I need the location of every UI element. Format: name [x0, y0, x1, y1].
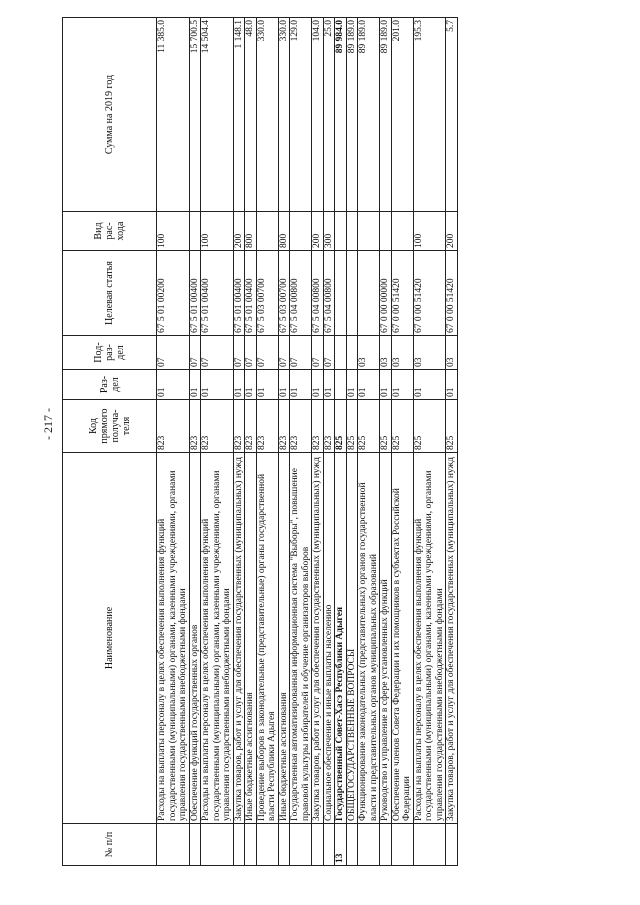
cell-amount: 330.0 [256, 18, 278, 212]
cell-section: 01 [278, 370, 290, 400]
cell-name: Государственная автоматизированная информационная система "Выборы", повышение правовой культуры избирателей и обучение организаторов выборов [290, 453, 312, 824]
table-row [245, 18, 257, 866]
cell-num [256, 824, 278, 866]
header-recipient: Код прямого получа- теля [63, 400, 157, 453]
cell-target [335, 251, 347, 336]
cell-name: Государственный Совет-Хасэ Республики Адыгея [335, 453, 347, 824]
cell-section: 01 [391, 370, 413, 400]
cell-target: 67 0 00 51420 [413, 251, 446, 336]
cell-name: Иные бюджетные ассигнования [278, 453, 290, 824]
budget-table-sheet [62, 18, 582, 866]
cell-section: 01 [256, 370, 278, 400]
cell-amount: 25.0 [323, 18, 335, 212]
header-subsection: Под- раз- дел [63, 336, 157, 370]
header-expense: Вид рас- хода [63, 212, 157, 251]
cell-recipient: 825 [358, 400, 380, 453]
cell-name: Расходы на выплаты персоналу в целях обеспечения выполнения функций государственными (муниципальными) органами, казенными учреждениями, органами управления государственными внебюджетными фондами [413, 453, 446, 824]
cell-expense: 100 [157, 212, 190, 251]
cell-subsection: 07 [233, 336, 245, 370]
cell-expense [290, 212, 312, 251]
cell-name: ОБЩЕГОСУДАРСТВЕННЫЕ ВОПРОСЫ [346, 453, 358, 824]
cell-amount: 5.7 [446, 18, 458, 212]
cell-amount: 201.0 [391, 18, 413, 212]
cell-expense [346, 212, 358, 251]
cell-name: Социальное обеспечение и иные выплаты населению [323, 453, 335, 824]
cell-section: 01 [380, 370, 392, 400]
cell-target [346, 251, 358, 336]
cell-expense: 100 [413, 212, 446, 251]
cell-recipient: 823 [312, 400, 324, 453]
cell-num: 13 [335, 824, 347, 866]
cell-amount: 48.0 [245, 18, 257, 212]
cell-num [358, 824, 380, 866]
cell-section: 01 [290, 370, 312, 400]
cell-num [278, 824, 290, 866]
cell-subsection: 03 [391, 336, 413, 370]
cell-num [380, 824, 392, 866]
table-row [157, 18, 190, 866]
cell-amount: 330.0 [278, 18, 290, 212]
cell-subsection [346, 336, 358, 370]
cell-expense: 200 [446, 212, 458, 251]
cell-name: Иные бюджетные ассигнования [245, 453, 257, 824]
cell-expense [391, 212, 413, 251]
cell-expense [335, 212, 347, 251]
cell-amount: 15 700.5 [189, 18, 201, 212]
cell-amount: 14 504.4 [201, 18, 234, 212]
cell-expense: 200 [233, 212, 245, 251]
cell-subsection: 03 [446, 336, 458, 370]
cell-target: 67 5 01 00400 [201, 251, 234, 336]
table-row [290, 18, 312, 866]
cell-amount: 89 189.0 [346, 18, 358, 212]
cell-section: 01 [157, 370, 190, 400]
cell-num [323, 824, 335, 866]
cell-expense [380, 212, 392, 251]
table-row [278, 18, 290, 866]
cell-recipient: 825 [335, 400, 347, 453]
cell-amount: 89 984.0 [335, 18, 347, 212]
cell-expense [189, 212, 201, 251]
cell-subsection [335, 336, 347, 370]
cell-amount: 104.0 [312, 18, 324, 212]
cell-amount: 89 189.0 [380, 18, 392, 212]
cell-target: 67 5 04 00800 [323, 251, 335, 336]
table-row [233, 18, 245, 866]
header-name: Наименование [63, 453, 157, 824]
cell-target: 67 5 01 00400 [245, 251, 257, 336]
cell-num [346, 824, 358, 866]
cell-recipient: 823 [245, 400, 257, 453]
cell-target [358, 251, 380, 336]
cell-section: 01 [201, 370, 234, 400]
cell-target: 67 0 00 00000 [380, 251, 392, 336]
cell-num [391, 824, 413, 866]
cell-expense [358, 212, 380, 251]
cell-target: 67 5 04 00800 [312, 251, 324, 336]
table-row [189, 18, 201, 866]
cell-target: 67 0 00 51420 [446, 251, 458, 336]
cell-recipient: 825 [346, 400, 358, 453]
table-row [446, 18, 458, 866]
cell-recipient: 825 [391, 400, 413, 453]
table-row [323, 18, 335, 866]
cell-num [446, 824, 458, 866]
cell-target: 67 0 00 51420 [391, 251, 413, 336]
cell-name: Обеспечение членов Совета Федерации и их помощников в субъектах Российской Федерации [391, 453, 413, 824]
cell-name: Расходы на выплаты персоналу в целях обеспечения выполнения функций государственными (муниципальными) органами, казенными учреждениями, органами управления государственными внебюджетными фондами [201, 453, 234, 824]
cell-recipient: 823 [233, 400, 245, 453]
cell-recipient: 825 [446, 400, 458, 453]
cell-subsection: 03 [380, 336, 392, 370]
cell-subsection: 07 [290, 336, 312, 370]
cell-recipient: 823 [290, 400, 312, 453]
cell-section: 01 [323, 370, 335, 400]
table-header-row [63, 18, 157, 866]
cell-expense: 800 [245, 212, 257, 251]
cell-recipient: 823 [278, 400, 290, 453]
cell-recipient: 823 [189, 400, 201, 453]
cell-expense: 100 [201, 212, 234, 251]
cell-subsection: 07 [323, 336, 335, 370]
cell-name: Обеспечение функций государственных органов [189, 453, 201, 824]
cell-section: 01 [413, 370, 446, 400]
cell-num [157, 824, 190, 866]
cell-section: 01 [245, 370, 257, 400]
table-row [391, 18, 413, 866]
cell-subsection: 07 [278, 336, 290, 370]
cell-subsection: 07 [157, 336, 190, 370]
table-row [346, 18, 358, 866]
cell-section: 01 [358, 370, 380, 400]
cell-name: Проведение выборов в законодательные (представительные) органы государственной власти Республики Адыгея [256, 453, 278, 824]
cell-name: Закупка товаров, работ и услуг для обеспечения государственных (муниципальных) нужд [446, 453, 458, 824]
cell-section: 01 [446, 370, 458, 400]
cell-target: 67 5 01 00400 [233, 251, 245, 336]
cell-expense [256, 212, 278, 251]
table-row [358, 18, 380, 866]
table-row [201, 18, 234, 866]
cell-subsection: 03 [413, 336, 446, 370]
cell-subsection: 03 [358, 336, 380, 370]
cell-section [335, 370, 347, 400]
cell-name: Закупка товаров, работ и услуг для обеспечения государственных (муниципальных) нужд [233, 453, 245, 824]
header-target: Целевая статья [63, 251, 157, 336]
cell-subsection: 07 [312, 336, 324, 370]
cell-num [189, 824, 201, 866]
cell-subsection: 07 [245, 336, 257, 370]
header-num: № п/п [63, 824, 157, 866]
cell-section: 01 [189, 370, 201, 400]
cell-section: 01 [346, 370, 358, 400]
cell-num [201, 824, 234, 866]
cell-expense: 200 [312, 212, 324, 251]
cell-amount: 1 148.1 [233, 18, 245, 212]
cell-amount: 89 189.0 [358, 18, 380, 212]
cell-expense: 800 [278, 212, 290, 251]
budget-table [62, 17, 458, 866]
cell-target: 67 5 03 00700 [278, 251, 290, 336]
cell-name: Руководство и управление в сфере установленных функций [380, 453, 392, 824]
cell-name: Расходы на выплаты персоналу в целях обеспечения выполнения функций государственными (муниципальными) органами, казенными учреждениями, органами управления государственными внебюджетными фондами [157, 453, 190, 824]
cell-recipient: 823 [157, 400, 190, 453]
cell-name: Функционирование законодательных (представительных) органов государственной власти и представительных органов муниципальных образований [358, 453, 380, 824]
table-row [256, 18, 278, 866]
cell-num [233, 824, 245, 866]
cell-target: 67 5 04 00800 [290, 251, 312, 336]
cell-recipient: 825 [413, 400, 446, 453]
cell-name: Закупка товаров, работ и услуг для обеспечения государственных (муниципальных) нужд [312, 453, 324, 824]
cell-expense: 300 [323, 212, 335, 251]
cell-recipient: 823 [201, 400, 234, 453]
header-amount: Сумма на 2019 год [63, 18, 157, 212]
cell-amount: 11 385.0 [157, 18, 190, 212]
page-number: - 217 - [41, 408, 55, 440]
cell-recipient: 825 [380, 400, 392, 453]
cell-section: 01 [312, 370, 324, 400]
cell-recipient: 823 [323, 400, 335, 453]
table-row [312, 18, 324, 866]
cell-amount: 129.0 [290, 18, 312, 212]
cell-target: 67 5 03 00700 [256, 251, 278, 336]
cell-num [413, 824, 446, 866]
table-row [413, 18, 446, 866]
cell-num [245, 824, 257, 866]
cell-subsection: 07 [256, 336, 278, 370]
cell-subsection: 07 [189, 336, 201, 370]
cell-num [312, 824, 324, 866]
table-row [335, 18, 347, 866]
cell-recipient: 823 [256, 400, 278, 453]
cell-section: 01 [233, 370, 245, 400]
cell-target: 67 5 01 00200 [157, 251, 190, 336]
cell-amount: 195.3 [413, 18, 446, 212]
header-section: Раз- дел [63, 370, 157, 400]
table-row [380, 18, 392, 866]
cell-subsection: 07 [201, 336, 234, 370]
cell-num [290, 824, 312, 866]
cell-target: 67 5 01 00400 [189, 251, 201, 336]
